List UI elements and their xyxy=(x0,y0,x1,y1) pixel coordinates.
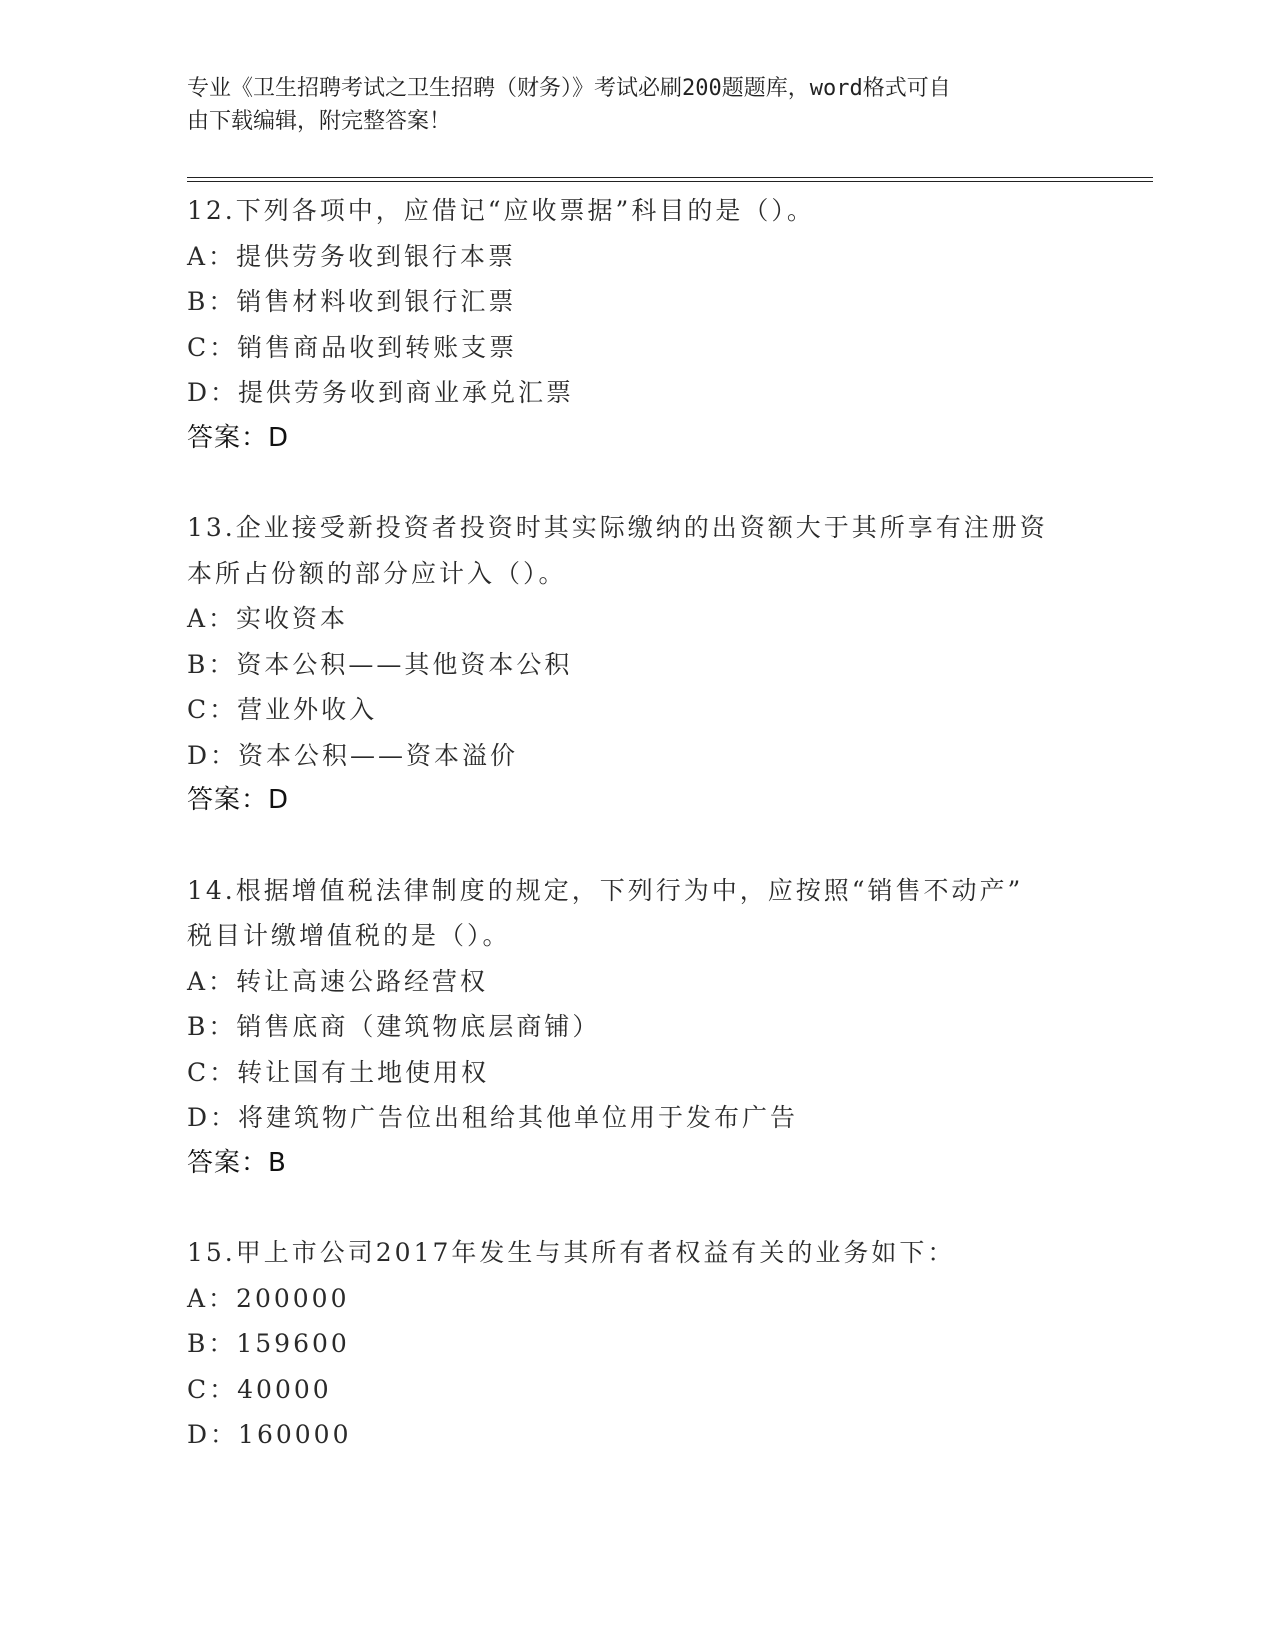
option-b: B：销售底商（建筑物底层商铺） xyxy=(187,1012,601,1041)
option-b: B：159600 xyxy=(187,1329,350,1358)
question-13 xyxy=(187,505,1087,824)
question-stem-continued: 本所占份额的部分应计入（）。 xyxy=(187,558,567,588)
option-d: D：提供劳务收到商业承兑汇票 xyxy=(187,378,575,407)
header-line-1: 专业《卫生招聘考试之卫生招聘（财务）》考试必刷200题题库，word格式可自 xyxy=(187,76,951,101)
question-stem: 15.甲上市公司2017年发生与其所有者权益有关的业务如下： xyxy=(187,1238,956,1267)
header-line-2: 由下载编辑，附完整答案！ xyxy=(187,109,452,134)
header-divider xyxy=(187,177,1153,182)
option-a: A：实收资本 xyxy=(187,604,349,633)
question-stem-continued: 税目计缴增值税的是（）。 xyxy=(187,921,511,950)
option-a: A：提供劳务收到银行本票 xyxy=(187,241,517,271)
option-b: B：资本公积——其他资本公积 xyxy=(187,649,573,679)
answer-label: 答案：D xyxy=(187,785,290,815)
option-d: D：160000 xyxy=(187,1420,352,1449)
option-c: C：销售商品收到转账支票 xyxy=(187,332,518,362)
option-c: C：转让国有土地使用权 xyxy=(187,1057,490,1087)
option-d: D：资本公积——资本溢价 xyxy=(187,740,519,770)
document-header xyxy=(187,72,1067,138)
option-a: A：转让高速公路经营权 xyxy=(187,966,489,996)
option-a: A：200000 xyxy=(187,1283,350,1313)
question-stem: 12.下列各项中，应借记“应收票据”科目的是（）。 xyxy=(187,196,815,225)
question-15 xyxy=(187,1230,1087,1458)
answer-label: 答案：B xyxy=(187,1147,287,1178)
question-14 xyxy=(187,868,1087,1187)
option-c: C：40000 xyxy=(187,1374,332,1404)
question-12 xyxy=(187,188,1087,461)
option-c: C：营业外收入 xyxy=(187,695,378,724)
question-list xyxy=(187,188,1087,1502)
option-d: D：将建筑物广告位出租给其他单位用于发布广告 xyxy=(187,1103,799,1132)
question-stem: 14.根据增值税法律制度的规定，下列行为中，应按照“销售不动产” xyxy=(187,875,1024,905)
answer-label: 答案：D xyxy=(187,422,290,453)
question-stem: 13.企业接受新投资者投资时其实际缴纳的出资额大于其所享有注册资 xyxy=(187,513,1048,542)
option-b: B：销售材料收到银行汇票 xyxy=(187,287,517,316)
